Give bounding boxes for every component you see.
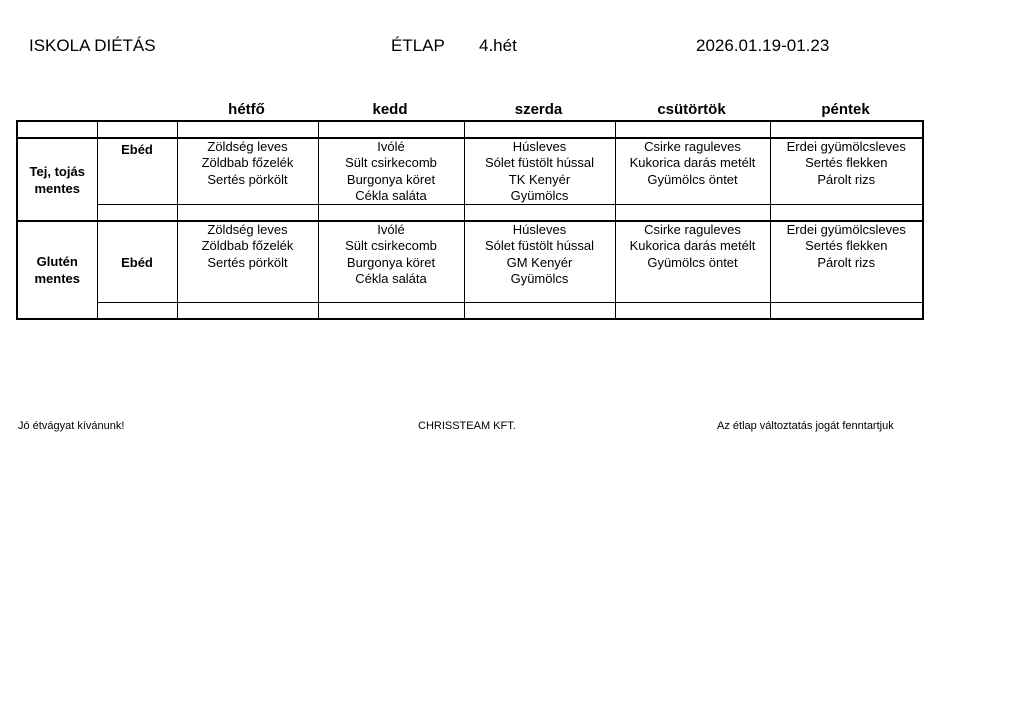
dish: Sült csirkecomb: [345, 155, 437, 171]
dish: Sertés flekken: [805, 238, 888, 254]
day-header-wednesday: szerda: [514, 101, 563, 118]
dish: Sertés pörkölt: [207, 171, 288, 187]
date-range: 2026.01.19-01.23: [696, 36, 830, 55]
footer-company: CHRISSTEAM KFT.: [418, 420, 516, 432]
menu-cell-friday: [770, 221, 923, 303]
dish: Kukorica darás metélt: [629, 155, 756, 171]
dish: Húsleves: [512, 222, 567, 238]
dish: Burgonya köret: [346, 254, 436, 270]
menu-grid: [16, 100, 924, 320]
dish: Kukorica darás metélt: [629, 238, 756, 254]
dish: GM Kenyér: [506, 254, 573, 270]
dish: Sertés flekken: [805, 155, 888, 171]
menu-cell-wednesday: [464, 138, 615, 205]
menu-row-gluten-free: [17, 221, 923, 303]
footer-greeting: Jó étvágyat kívánunk!: [18, 420, 125, 432]
menu-cell-wednesday: [464, 221, 615, 303]
day-header-friday: péntek: [821, 101, 870, 118]
dish: Gyümölcs öntet: [647, 171, 738, 187]
dish: Zöldség leves: [207, 222, 288, 238]
dish: Párolt rizs: [817, 254, 876, 270]
day-header-row: [16, 100, 924, 120]
menu-row-dairy-egg-free: [17, 138, 923, 205]
dish: Zöldség leves: [207, 139, 288, 154]
menu-cell-tuesday: [318, 221, 464, 303]
spacer-row: [17, 121, 923, 138]
category-label: Tej, tojás mentes: [17, 138, 97, 221]
dish: Csirke raguleves: [644, 222, 741, 238]
menu-label: ÉTLAP: [391, 36, 445, 55]
document-title: ISKOLA DIÉTÁS: [29, 36, 156, 55]
dish: Ivólé: [377, 222, 405, 238]
menu-table: [16, 120, 924, 320]
dish: TK Kenyér: [508, 171, 571, 187]
spacer-row: [17, 205, 923, 222]
menu-cell-monday: [177, 221, 318, 303]
meal-label: Ebéd: [97, 138, 177, 205]
dish: Sertés pörkölt: [207, 254, 288, 270]
dish: Ivólé: [377, 139, 405, 154]
meal-label: Ebéd: [97, 221, 177, 303]
menu-cell-tuesday: [318, 138, 464, 205]
dish: Húsleves: [512, 139, 567, 154]
category-label: Glutén mentes: [17, 221, 97, 319]
dish: Sült csirkecomb: [345, 238, 437, 254]
dish: Gyümölcs öntet: [647, 254, 738, 270]
dish: Erdei gyümölcsleves: [786, 222, 906, 238]
spacer-row: [17, 303, 923, 320]
dish: Zöldbab főzelék: [201, 155, 294, 171]
day-header-tuesday: kedd: [372, 101, 408, 118]
menu-cell-friday: [770, 138, 923, 205]
dish: Csirke raguleves: [644, 139, 741, 154]
day-header-monday: hétfő: [228, 101, 265, 118]
dish: Burgonya köret: [346, 171, 436, 187]
dish: Zöldbab főzelék: [201, 238, 294, 254]
day-header-thursday: csütörtök: [657, 101, 726, 118]
footer-disclaimer: Az étlap változtatás jogát fenntartjuk: [717, 420, 894, 432]
dish: Cékla saláta: [355, 271, 427, 287]
dish: Sólet füstölt hússal: [484, 238, 595, 254]
dish: Erdei gyümölcsleves: [786, 139, 906, 154]
dish: Gyümölcs: [510, 187, 569, 203]
menu-cell-monday: [177, 138, 318, 205]
dish: Cékla saláta: [355, 187, 427, 203]
week-label: 4.hét: [479, 36, 517, 55]
dish: Párolt rizs: [817, 171, 876, 187]
dish: Gyümölcs: [510, 271, 569, 287]
menu-cell-thursday: [615, 221, 770, 303]
menu-cell-thursday: [615, 138, 770, 205]
dish: Sólet füstölt hússal: [484, 155, 595, 171]
